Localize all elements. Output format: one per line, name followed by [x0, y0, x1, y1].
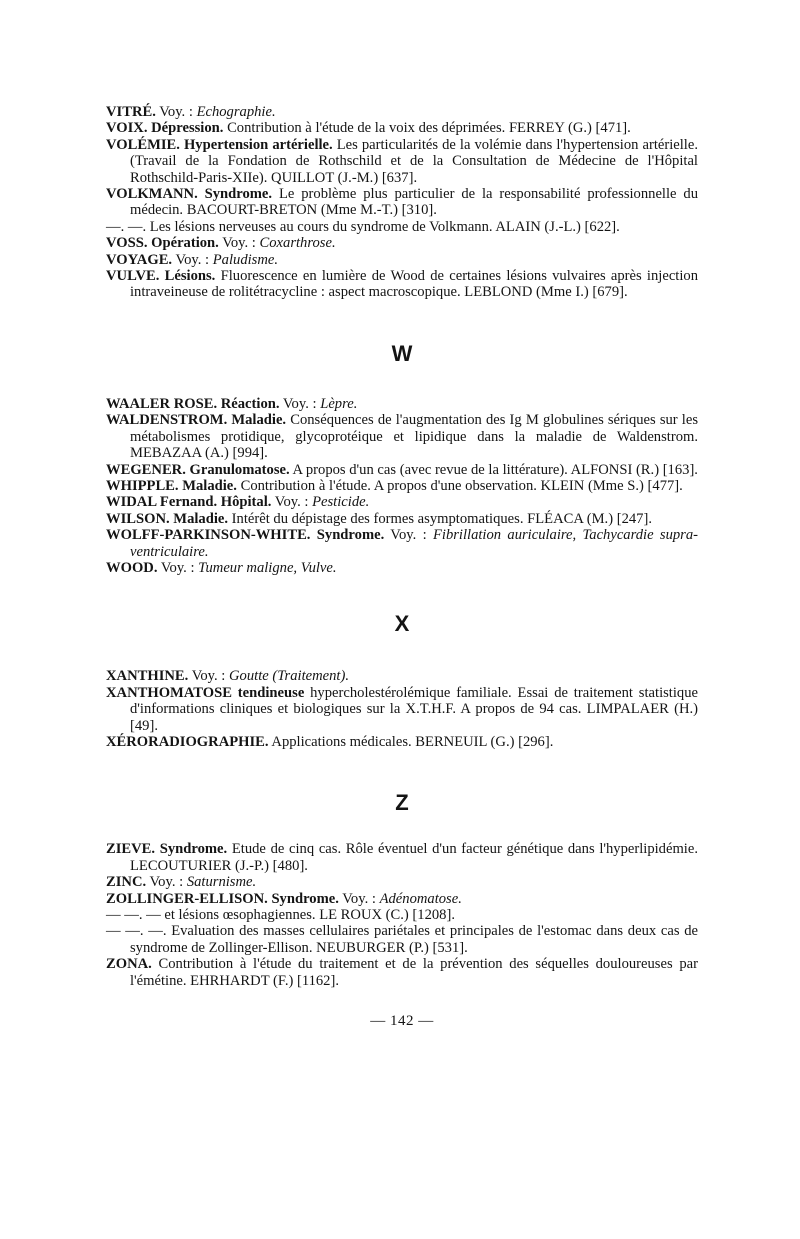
index-entry [106, 685, 698, 734]
entry-text: Les particularités de la volémie dans l'hypertension artérielle. (Travail de la Fondation de Rothschild et de la Consultation de Médecine de l'Hôpital Rothschild-Paris-XIIe). QUILLOT (J.-M.) [637]. [130, 136, 698, 186]
index-entry [106, 874, 698, 890]
index-entry [106, 104, 698, 120]
entry-text: Voy. : [172, 251, 213, 268]
index-entry [106, 219, 698, 235]
index-entry [106, 956, 698, 989]
entry-crossref: Pesticide. [312, 494, 370, 511]
section-x [106, 668, 698, 750]
entry-heading: XANTHOMATOSE tendineuse [106, 684, 305, 701]
entry-text: — —. —. Evaluation des masses cellulaires pariétales et principales de l'estomac dans deux cas de syndrome de Zollinger-Ellison. NEUBURGER (P.) [531]. [106, 923, 698, 956]
index-entry [106, 527, 698, 560]
entry-text: Fluorescence en lumière de Wood de certaines lésions vulvaires après injection intraveineuse de rolitétracycline : aspect macroscopique. LEBLOND (Mme I.) [679]. [130, 268, 698, 301]
entry-text: Le problème plus particulier de la responsabilité professionnelle du médecin. BACOURT-BRETON (Mme M.-T.) [310]. [130, 186, 699, 219]
page-number: — 142 — [370, 1013, 434, 1030]
index-entry [106, 734, 698, 750]
index-entry [106, 396, 698, 412]
index-entry [106, 494, 698, 510]
entry-crossref: Paludisme. [212, 251, 279, 268]
entry-text: Voy. : [384, 527, 433, 544]
entry-crossref: Coxarthrose. [259, 235, 336, 252]
index-page [106, 104, 698, 1030]
entry-heading: VOYAGE. [106, 251, 173, 268]
index-entry [106, 668, 698, 684]
entry-text: Voy. : [279, 395, 321, 412]
entry-text: Applications médicales. BERNEUIL (G.) [296]. [268, 733, 554, 750]
index-entry [106, 511, 698, 527]
section-z [106, 841, 698, 989]
index-entry [106, 478, 698, 494]
entry-text: — —. — et lésions œsophagiennes. LE ROUX (C.) [1208]. [106, 907, 455, 923]
entry-text: Contribution à l'étude. A propos d'une observation. KLEIN (Mme S.) [477]. [236, 477, 683, 494]
index-entry [106, 891, 698, 907]
entry-text: Intérêt du dépistage des formes asymptomatiques. FLÉACA (M.) [247]. [228, 510, 652, 527]
entry-text: Voy. : [188, 668, 229, 685]
index-entry [106, 268, 698, 301]
entry-text: Voy. : [155, 104, 197, 120]
entry-crossref: Tumeur maligne, Vulve. [198, 559, 337, 576]
entry-heading: VOLKMANN. Syndrome. [106, 186, 273, 203]
entry-heading: VOIX. Dépression. [106, 120, 224, 137]
section-letter-w: W [391, 340, 413, 366]
index-entry [106, 923, 698, 956]
entry-crossref: Saturnisme. [186, 874, 257, 891]
entry-text: Voy. : [218, 235, 260, 252]
entry-crossref: Echographie. [196, 104, 276, 120]
entry-heading: VITRÉ. [106, 104, 156, 120]
entry-heading: WOOD. [106, 559, 158, 576]
entry-heading: ZONA. [106, 956, 152, 973]
entry-crossref: Adénomatose. [379, 890, 462, 907]
index-entry [106, 841, 698, 874]
entry-text: Voy. : [338, 890, 380, 907]
entry-heading: WOLFF-PARKINSON-WHITE. Syndrome. [106, 527, 385, 544]
entry-text: Voy. : [157, 559, 199, 576]
entry-crossref: Lèpre. [320, 395, 358, 412]
section-v [106, 104, 698, 301]
entry-heading: WEGENER. Granulomatose. [106, 461, 290, 478]
entry-heading: XÉRORADIOGRAPHIE. [106, 733, 269, 750]
entry-text: —. —. Les lésions nerveuses au cours du syndrome de Volkmann. ALAIN (J.-L.) [622]. [106, 218, 620, 235]
entry-text: Contribution à l'étude du traitement et de la prévention des séquelles douloureuses par l'émétine. EHRHARDT (F.) [1162]. [130, 956, 698, 989]
entry-heading: ZINC. [106, 874, 147, 891]
entry-crossref: Goutte (Traitement). [229, 668, 349, 685]
index-entry [106, 907, 698, 923]
entry-heading: WHIPPLE. Maladie. [106, 477, 237, 494]
entry-text: hypercholestérolémique familiale. Essai de traitement statistique d'informations cliniques et biologiques sur la X.T.H.F. A propos de 94 cas. LIMPALAER (H.) [49]. [130, 684, 698, 734]
section-letter-x: X [394, 611, 410, 637]
entry-crossref: Fibrillation auriculaire, Tachycardie supra-ventriculaire. [130, 527, 699, 560]
entry-heading: WILSON. Maladie. [106, 510, 229, 527]
entry-text: Voy. : [146, 874, 187, 891]
entry-text: Contribution à l'étude de la voix des déprimées. FERREY (G.) [471]. [223, 120, 631, 137]
entry-heading: ZOLLINGER-ELLISON. Syndrome. [106, 890, 339, 907]
index-entry [106, 412, 698, 461]
index-entry [106, 120, 698, 136]
entry-heading: WAALER ROSE. Réaction. [106, 395, 280, 412]
index-entry [106, 560, 698, 576]
entry-heading: XANTHINE. [106, 668, 189, 685]
index-entry [106, 137, 698, 186]
entry-text: A propos d'un cas (avec revue de la littérature). ALFONSI (R.) [163]. [289, 461, 698, 478]
entry-text: Etude de cinq cas. Rôle éventuel d'un facteur génétique dans l'hyperlipidémie. LECOUTURIER (J.-P.) [480]. [130, 841, 698, 874]
entry-text: Voy. : [271, 494, 313, 511]
entry-heading: ZIEVE. Syndrome. [106, 841, 228, 858]
index-entry [106, 252, 698, 268]
section-letter-z: Z [395, 790, 409, 816]
index-entry [106, 186, 698, 219]
index-entry [106, 462, 698, 478]
section-w [106, 396, 698, 576]
entry-heading: WIDAL Fernand. Hôpital. [106, 494, 272, 511]
entry-heading: VOLÉMIE. Hypertension artérielle. [106, 136, 333, 153]
entry-heading: VOSS. Opération. [106, 235, 219, 252]
entry-heading: WALDENSTROM. Maladie. [106, 412, 287, 429]
index-entry [106, 235, 698, 251]
entry-heading: VULVE. Lésions. [106, 268, 216, 285]
entry-text: Conséquences de l'augmentation des Ig M globulines sériques sur les métabolismes protidique, glycoprotéique et lipidique dans la maladie de Waldenstrom. MEBAZAA (A.) [994]. [130, 412, 699, 462]
